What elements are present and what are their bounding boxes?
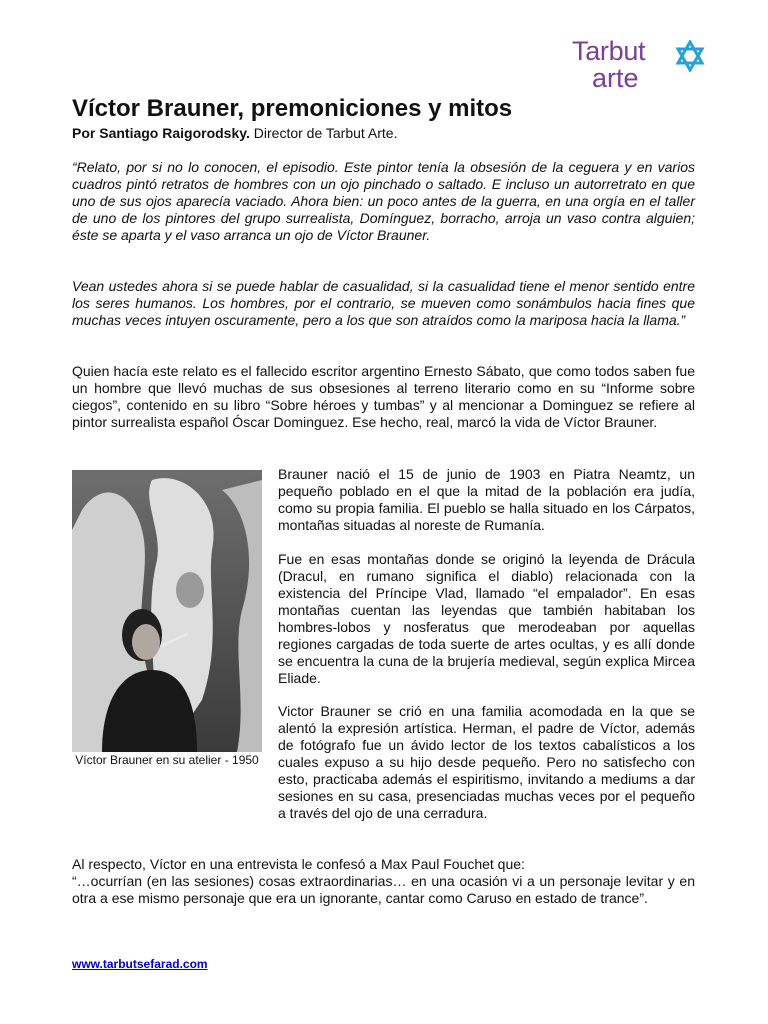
byline-author: Por Santiago Raigorodsky. (72, 125, 250, 141)
star-of-david-icon (674, 40, 706, 72)
tarbut-arte-logo (570, 36, 710, 96)
quote-paragraph-2: Vean ustedes ahora si se puede hablar de casualidad, si la casualidad tiene el menor sentido entre los seres humanos. Los hombres, por el contrario, se mueven como sonámbulos hacia fines que muchas veces intuyen oscuramente, pero a los que son atraídos como la mariposa hacia la llama.” (72, 278, 695, 328)
brauner-atelier-photo (72, 470, 262, 752)
website-link[interactable]: www.tarbutsefarad.com (72, 957, 208, 971)
body-paragraph-interview: Al respecto, Víctor en una entrevista le confesó a Max Paul Fouchet que: (72, 856, 525, 872)
article-byline (72, 125, 397, 142)
body-paragraph-family: Victor Brauner se crió en una familia acomodada en la que se alentó la expresión artística. Herman, el padre de Víctor, además de fotógrafo fue un ávido lector de los textos cabalísticos a los cuales expuso a su hijo desde pequeño. Pero no satisfecho con esto, practicaba además el espiritismo, invitando a mediums a dar sesiones en su casa, presenciadas muchas veces por el pequeño a través del ojo de una cerradura. (278, 703, 695, 821)
byline-role: Director de Tarbut Arte. (249, 125, 398, 141)
body-paragraph-quote: “…ocurrían (en las sesiones) cosas extraordinarias… en una ocasión vi a un personaje levitar y en otra a ese mismo personaje que era un ignorante, cantar como Caruso en estado de trance”. (72, 873, 695, 906)
photo-caption: Víctor Brauner en su atelier - 1950 (75, 753, 259, 767)
body-paragraph-dracula: Fue en esas montañas donde se originó la leyenda de Drácula (Dracul, en rumano significa el diablo) relacionada con la existencia del Príncipe Vlad, llamado “el empalador”. En esas montañas cuentan las leyendas que también habitaban los hombres-lobos y nosferatus que merodeaban por aquellas regiones cargadas de toda suerte de artes ocultas, y es allí donde se encuentra la cuna de la brujería medieval, según explica Mircea Eliade. (278, 551, 695, 686)
logo-text-arte: arte (592, 63, 639, 93)
body-paragraph-sabato: Quien hacía este relato es el fallecido escritor argentino Ernesto Sábato, que como todos saben fue un hombre que llevó muchas de sus obsesiones al terreno literario como en su “Informe sobre ciegos”, contenido en su libro “Sobre héroes y tumbas” y al mencionar a Dominguez se refiere al pintor surrealista español Óscar Dominguez. Ese hecho, real, marcó la vida de Víctor Brauner. (72, 363, 695, 430)
article-title: Víctor Brauner, premoniciones y mitos (72, 95, 513, 122)
logo-text-tarbut: Tarbut (572, 36, 646, 66)
quote-paragraph-1: “Relato, por si no lo conocen, el episodio. Este pintor tenía la obsesión de la ceguera y en varios cuadros pintó retratos de hombres con un ojo pinchado o saltado. E incluso un autorretrato en que uno de sus ojos aparecía vaciado. Ahora bien: un poco antes de la guerra, en una orgía en el taller de uno de los pintores del grupo surrealista, Domínguez, borracho, arroja un vaso contra alguien; éste se aparta y el vaso arranca un ojo de Víctor Brauner. (72, 159, 695, 243)
body-paragraph-birth: Brauner nació el 15 de junio de 1903 en Piatra Neamtz, un pequeño poblado en el que la mitad de la población era judía, como su propia familia. El pueblo se halla situado en los Cárpatos, montañas situadas al noreste de Rumanía. (278, 466, 695, 533)
